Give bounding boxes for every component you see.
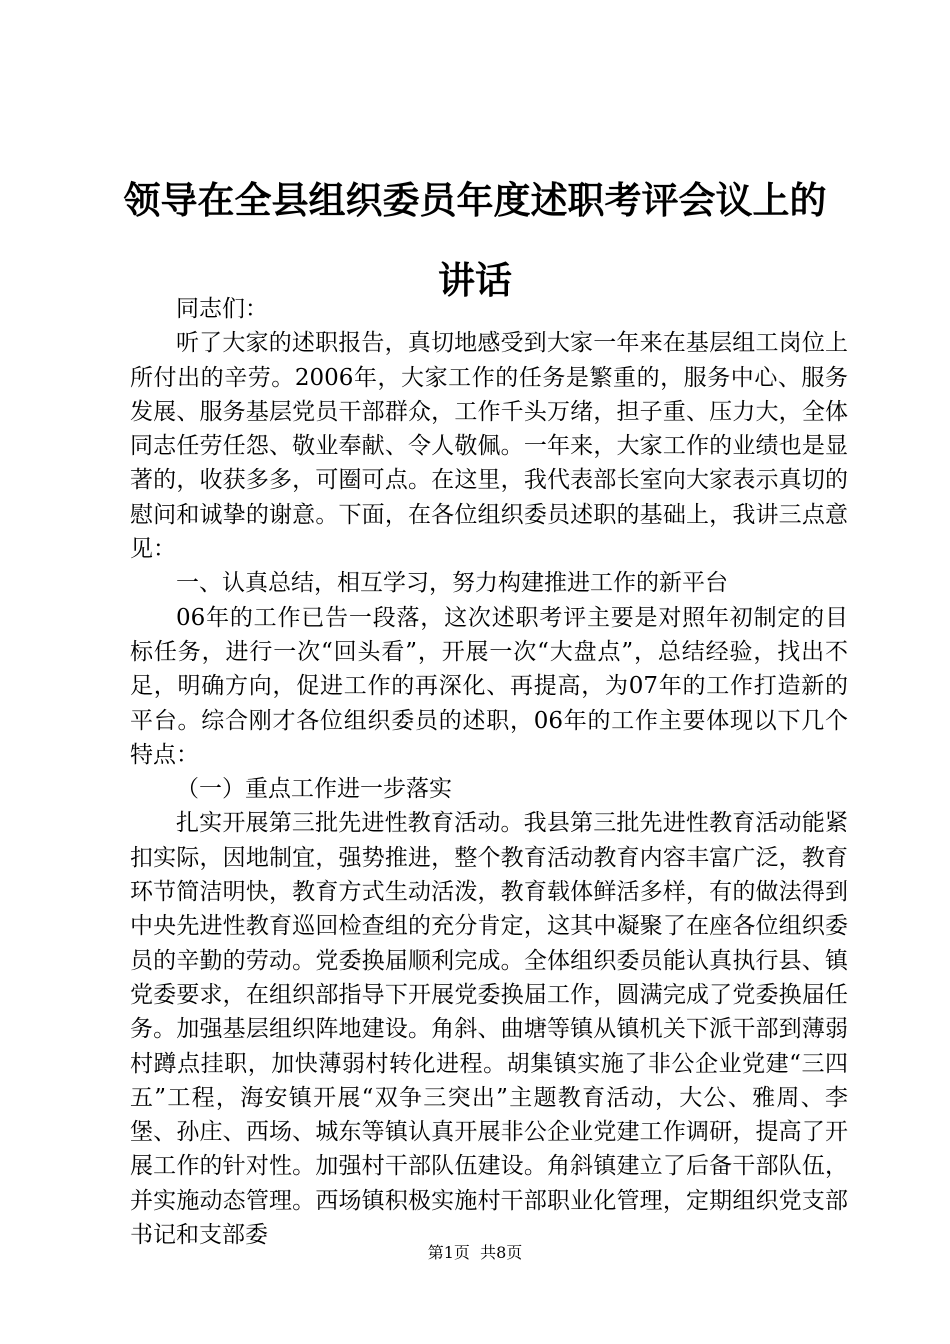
- paragraph-key-work: 扎实开展第三批先进性教育活动。我县第三批先进性教育活动能紧扣实际，因地制宜，强势推进，整个教育活动教育内容丰富广泛，教育环节简洁明快，教育方式生动活泼，教育载体鲜活多样，有的做法得到中央先进性教育巡回检查组的充分肯定，这其中凝聚了在座各位组织委员的辛勤的劳动。党委换届顺利完成。全体组织委员能认真执行县、镇党委要求，在组织部指导下开展党委换届工作，圆满完成了党委换届任务。加强基层组织阵地建设。角斜、曲塘等镇从镇机关下派干部到薄弱村蹲点挂职，加快薄弱村转化进程。胡集镇实施了非公企业党建“三四五”工程，海安镇开展“双争三突出”主题教育活动，大公、雅周、李堡、孙庄、西场、城东等镇认真开展非公企业党建工作调研，提高了开展工作的针对性。加强村干部队伍建设。角斜镇建立了后备干部队伍，并实施动态管理。西场镇积极实施村干部职业化管理，定期组织党支部书记和支部委: [130, 810, 848, 1249]
- page-total: 共8页: [480, 1243, 523, 1262]
- section-heading-1: 一、认真总结，相互学习，努力构建推进工作的新平台: [176, 570, 728, 597]
- document-body: [130, 292, 848, 1252]
- paragraph-summary: 06年的工作已告一段落，这次述职考评主要是对照年初制定的目标任务，进行一次“回头看”，开展一次“大盘点”，总结经验，找出不足，明确方向，促进工作的再深化、再提高，为07年的工作打造新的平台。综合刚才各位组织委员的述职，06年的工作主要体现以下几个特点：: [130, 604, 848, 768]
- subsection-heading-1: （一）重点工作进一步落实: [176, 776, 452, 803]
- salutation: 同志们：: [176, 296, 268, 322]
- page-footer: [0, 1243, 950, 1263]
- paragraph-intro: 听了大家的述职报告，真切地感受到大家一年来在基层组工岗位上所付出的辛劳。2006年，大家工作的任务是繁重的，服务中心、服务发展、服务基层党员干部群众，工作千头万绪，担子重、压力大，全体同志任劳任怨、敬业奉献、令人敬佩。一年来，大家工作的业绩也是显著的，收获多多，可圈可点。在这里，我代表部长室向大家表示真切的慰问和诚挚的谢意。下面，在各位组织委员述职的基础上，我讲三点意见：: [130, 330, 848, 563]
- page-number: 第1页: [427, 1243, 470, 1262]
- document-title: 领导在全县组织委员年度述职考评会议上的讲话: [123, 178, 827, 302]
